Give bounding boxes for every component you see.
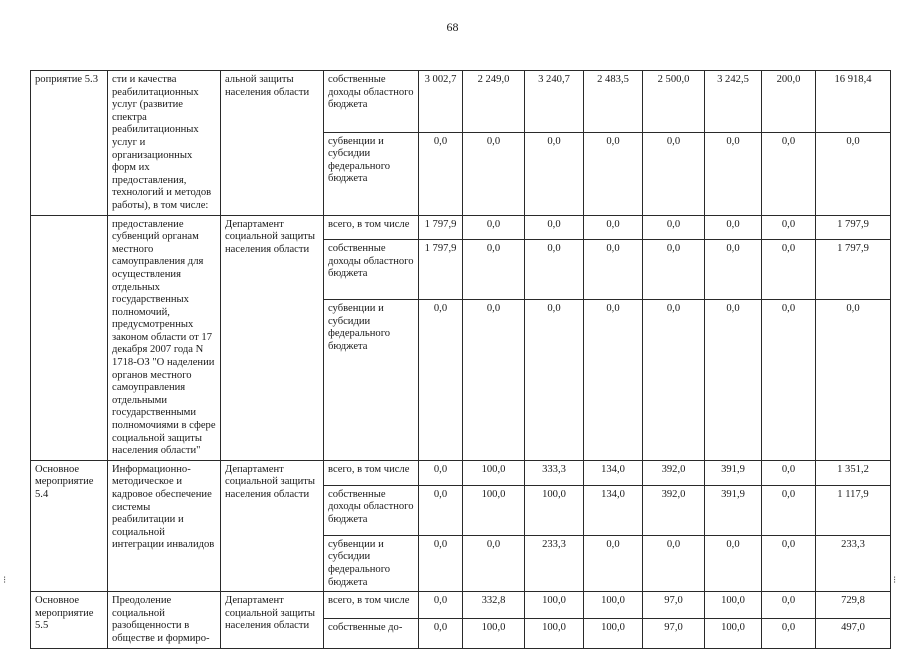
value-cell: 0,0 bbox=[762, 132, 816, 215]
value-cell: 0,0 bbox=[762, 460, 816, 485]
event-name-cell: предоставление субвенций органам местного самоуправления для осуществления отдельных государственных полномочий, предусмотренных законом области от 17 декабря 2007 года N 1718-ОЗ "О наделении органов местного самоуправления отдельными государственными полномочиями в сфере социальной защиты населения области" bbox=[108, 215, 221, 460]
value-cell: 0,0 bbox=[762, 535, 816, 591]
value-cell: 391,9 bbox=[705, 485, 762, 535]
value-cell: 100,0 bbox=[463, 460, 525, 485]
value-cell: 0,0 bbox=[419, 299, 463, 460]
value-cell: 0,0 bbox=[584, 240, 643, 300]
value-cell: 100,0 bbox=[705, 619, 762, 649]
executor-cell: альной защиты населения области bbox=[221, 71, 324, 216]
table-row bbox=[31, 71, 891, 133]
event-code-cell: Основное мероприятие 5.4 bbox=[31, 460, 108, 591]
total-value-cell: 0,0 bbox=[816, 299, 891, 460]
value-cell: 2 249,0 bbox=[463, 71, 525, 133]
value-cell: 0,0 bbox=[419, 460, 463, 485]
value-cell: 100,0 bbox=[525, 485, 584, 535]
value-cell: 0,0 bbox=[643, 132, 705, 215]
value-cell: 97,0 bbox=[643, 592, 705, 619]
funding-source-cell: всего, в том числе bbox=[324, 592, 419, 619]
budget-table bbox=[30, 70, 891, 649]
value-cell: 0,0 bbox=[762, 619, 816, 649]
total-value-cell: 1 117,9 bbox=[816, 485, 891, 535]
total-value-cell: 16 918,4 bbox=[816, 71, 891, 133]
executor-cell: Департамент социальной защиты населения области bbox=[221, 592, 324, 648]
total-value-cell: 1 797,9 bbox=[816, 240, 891, 300]
total-value-cell: 1 797,9 bbox=[816, 215, 891, 240]
funding-source-cell: субвенции и субсидии федерального бюджета bbox=[324, 299, 419, 460]
executor-cell: Департамент социальной защиты населения области bbox=[221, 215, 324, 460]
value-cell: 391,9 bbox=[705, 460, 762, 485]
value-cell: 134,0 bbox=[584, 460, 643, 485]
value-cell: 0,0 bbox=[643, 215, 705, 240]
value-cell: 333,3 bbox=[525, 460, 584, 485]
funding-source-cell: собственные до- bbox=[324, 619, 419, 649]
value-cell: 0,0 bbox=[584, 215, 643, 240]
value-cell: 233,3 bbox=[525, 535, 584, 591]
funding-source-cell: собственные доходы областного бюджета bbox=[324, 485, 419, 535]
value-cell: 3 242,5 bbox=[705, 71, 762, 133]
event-name-cell: Преодоление социальной разобщенности в обществе и формиро- bbox=[108, 592, 221, 648]
value-cell: 0,0 bbox=[705, 132, 762, 215]
event-code-cell bbox=[31, 215, 108, 460]
value-cell: 0,0 bbox=[705, 535, 762, 591]
page-number: 68 bbox=[446, 20, 459, 34]
executor-cell: Департамент социальной защиты населения области bbox=[221, 460, 324, 591]
total-value-cell: 1 351,2 bbox=[816, 460, 891, 485]
value-cell: 0,0 bbox=[525, 132, 584, 215]
value-cell: 0,0 bbox=[463, 299, 525, 460]
funding-source-cell: субвенции и субсидии федерального бюджета bbox=[324, 535, 419, 591]
value-cell: 0,0 bbox=[463, 132, 525, 215]
value-cell: 392,0 bbox=[643, 460, 705, 485]
scan-edge-mark-left: ⁝ bbox=[3, 575, 7, 586]
funding-source-cell: всего, в том числе bbox=[324, 215, 419, 240]
value-cell: 0,0 bbox=[584, 535, 643, 591]
value-cell: 0,0 bbox=[463, 535, 525, 591]
value-cell: 100,0 bbox=[525, 592, 584, 619]
value-cell: 0,0 bbox=[419, 592, 463, 619]
value-cell: 0,0 bbox=[525, 299, 584, 460]
value-cell: 134,0 bbox=[584, 485, 643, 535]
total-value-cell: 497,0 bbox=[816, 619, 891, 649]
event-name-cell: сти и качества реабилитационных услуг (развитие спектра реабилитационных услуг и организационных форм их предоставления, технологий и методов работы), в том числе: bbox=[108, 71, 221, 216]
funding-source-cell: субвенции и субсидии федерального бюджета bbox=[324, 132, 419, 215]
value-cell: 2 483,5 bbox=[584, 71, 643, 133]
value-cell: 1 797,9 bbox=[419, 215, 463, 240]
value-cell: 0,0 bbox=[643, 535, 705, 591]
value-cell: 0,0 bbox=[419, 485, 463, 535]
value-cell: 0,0 bbox=[762, 215, 816, 240]
value-cell: 0,0 bbox=[584, 132, 643, 215]
value-cell: 0,0 bbox=[705, 299, 762, 460]
value-cell: 0,0 bbox=[762, 592, 816, 619]
value-cell: 0,0 bbox=[762, 485, 816, 535]
funding-source-cell: собственные доходы областного бюджета bbox=[324, 71, 419, 133]
value-cell: 0,0 bbox=[762, 240, 816, 300]
value-cell: 0,0 bbox=[419, 535, 463, 591]
value-cell: 1 797,9 bbox=[419, 240, 463, 300]
value-cell: 0,0 bbox=[705, 215, 762, 240]
total-value-cell: 729,8 bbox=[816, 592, 891, 619]
value-cell: 332,8 bbox=[463, 592, 525, 619]
value-cell: 0,0 bbox=[643, 240, 705, 300]
total-value-cell: 0,0 bbox=[816, 132, 891, 215]
value-cell: 100,0 bbox=[463, 619, 525, 649]
value-cell: 2 500,0 bbox=[643, 71, 705, 133]
table-row bbox=[31, 215, 891, 240]
value-cell: 200,0 bbox=[762, 71, 816, 133]
event-code-cell: Основное мероприятие 5.5 bbox=[31, 592, 108, 648]
value-cell: 0,0 bbox=[419, 619, 463, 649]
total-value-cell: 233,3 bbox=[816, 535, 891, 591]
event-code-cell: роприятие 5.3 bbox=[31, 71, 108, 216]
value-cell: 100,0 bbox=[705, 592, 762, 619]
value-cell: 0,0 bbox=[525, 215, 584, 240]
event-name-cell: Информационно-методическое и кадровое обеспечение системы реабилитации и социальной интеграции инвалидов bbox=[108, 460, 221, 591]
value-cell: 3 002,7 bbox=[419, 71, 463, 133]
value-cell: 0,0 bbox=[584, 299, 643, 460]
value-cell: 100,0 bbox=[584, 592, 643, 619]
value-cell: 0,0 bbox=[463, 240, 525, 300]
value-cell: 100,0 bbox=[525, 619, 584, 649]
funding-source-cell: всего, в том числе bbox=[324, 460, 419, 485]
value-cell: 3 240,7 bbox=[525, 71, 584, 133]
value-cell: 100,0 bbox=[463, 485, 525, 535]
funding-source-cell: собственные доходы областного бюджета bbox=[324, 240, 419, 300]
value-cell: 0,0 bbox=[525, 240, 584, 300]
table-row bbox=[31, 460, 891, 485]
value-cell: 100,0 bbox=[584, 619, 643, 649]
value-cell: 0,0 bbox=[419, 132, 463, 215]
value-cell: 0,0 bbox=[705, 240, 762, 300]
value-cell: 392,0 bbox=[643, 485, 705, 535]
value-cell: 0,0 bbox=[762, 299, 816, 460]
scan-edge-mark-right: ⁝ bbox=[893, 575, 897, 586]
value-cell: 0,0 bbox=[463, 215, 525, 240]
table-row bbox=[31, 592, 891, 619]
value-cell: 97,0 bbox=[643, 619, 705, 649]
value-cell: 0,0 bbox=[643, 299, 705, 460]
